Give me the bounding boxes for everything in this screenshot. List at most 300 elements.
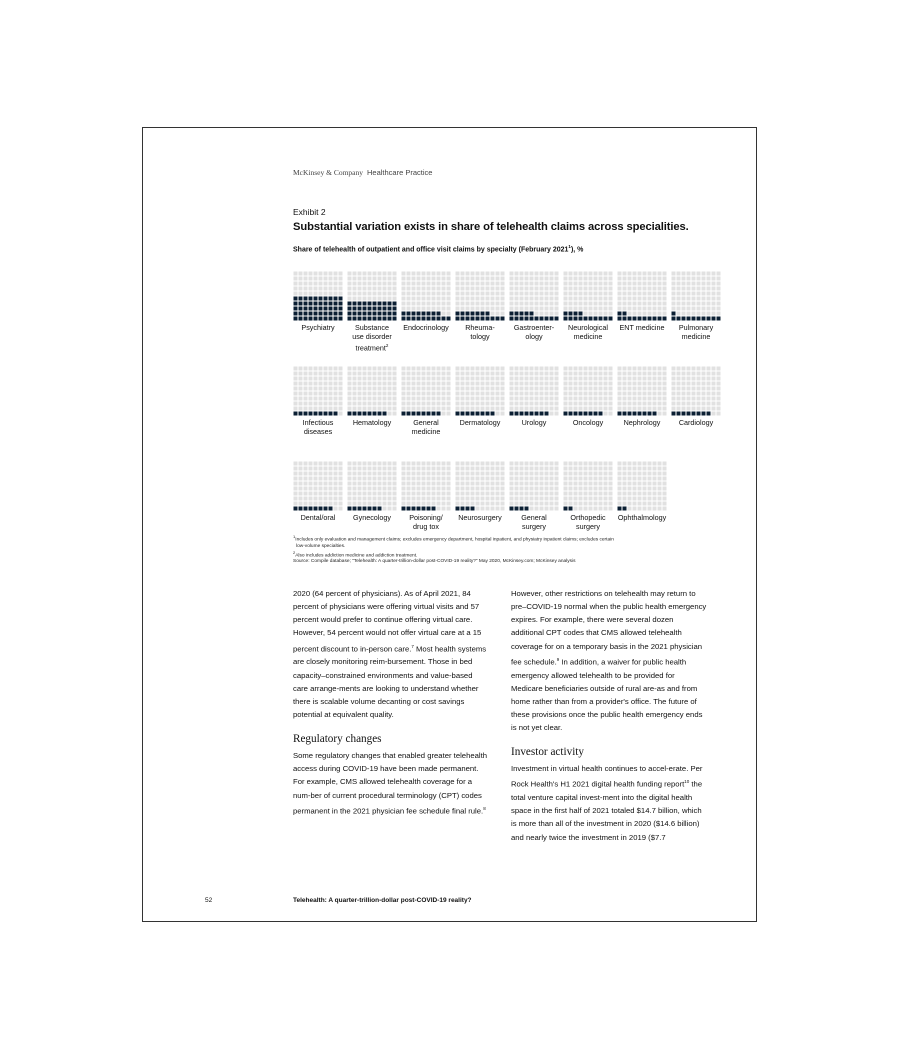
waffle-square-empty [584,392,588,396]
waffle-square-empty [329,492,333,496]
waffle-square-empty [540,397,544,401]
waffle-square-filled [339,312,343,316]
waffle-square-empty [353,287,357,291]
document-page [142,127,757,922]
waffle-square-empty [383,287,387,291]
waffle-square-empty [574,297,578,301]
waffle-square-filled [618,312,622,316]
waffle-square-empty [648,302,652,306]
waffle-square-empty [486,502,490,506]
waffle-square-empty [638,502,642,506]
waffle-square-filled [422,317,426,321]
waffle-square-empty [707,287,711,291]
waffle-square-empty [442,312,446,316]
waffle-square-empty [545,472,549,476]
waffle-square-empty [555,372,559,376]
waffle-square-empty [437,507,441,511]
waffle-square-filled [304,317,308,321]
waffle-square-empty [687,377,691,381]
waffle-square-empty [466,272,470,276]
waffle-square-empty [466,387,470,391]
waffle-square-empty [609,497,613,501]
waffle-square-empty [687,282,691,286]
waffle-square-empty [422,462,426,466]
waffle-square-empty [618,502,622,506]
waffle-square-empty [599,402,603,406]
waffle-square-empty [510,297,514,301]
waffle-square-empty [697,392,701,396]
waffle-square-empty [329,462,333,466]
waffle-square-empty [623,402,627,406]
waffle-square-empty [299,462,303,466]
waffle-square-filled [427,312,431,316]
waffle-square-empty [515,307,519,311]
waffle-square-empty [540,387,544,391]
waffle-square-empty [471,487,475,491]
waffle-square-empty [707,392,711,396]
waffle-grid [293,461,343,511]
waffle-square-empty [353,497,357,501]
paragraph-text: However, other restrictions on telehealth may return to pre–COVID-19 normal when the public health emergency expires. For example, there were several dozen additional CPT codes that CMS allowed telehealth coverage for on a temporary basis in the 2021 physician fee schedule. [511,589,707,667]
waffle-square-empty [717,412,721,416]
waffle-square-filled [618,412,622,416]
waffle-square-empty [653,507,657,511]
waffle-square-empty [707,297,711,301]
waffle-square-empty [383,507,387,511]
waffle-square-empty [555,382,559,386]
waffle-square-empty [609,477,613,481]
waffle-square-filled [422,312,426,316]
waffle-square-empty [319,467,323,471]
waffle-square-empty [609,372,613,376]
waffle-square-empty [540,507,544,511]
waffle-square-empty [329,397,333,401]
waffle-square-empty [378,492,382,496]
waffle-square-empty [579,382,583,386]
waffle-square-empty [393,502,397,506]
waffle-square-empty [697,397,701,401]
waffle-square-empty [422,277,426,281]
exhibit-title: Substantial variation exists in share of telehealth claims across specialities. [293,221,689,233]
waffle-square-empty [545,507,549,511]
waffle-square-empty [672,387,676,391]
waffle-square-empty [555,477,559,481]
waffle-square-empty [422,292,426,296]
waffle-square-empty [334,282,338,286]
waffle-square-empty [540,502,544,506]
waffle-square-empty [520,372,524,376]
waffle-square-empty [294,277,298,281]
waffle-square-empty [456,387,460,391]
waffle-square-empty [653,402,657,406]
waffle-square-empty [643,502,647,506]
waffle-square-filled [574,312,578,316]
waffle-square-empty [363,297,367,301]
waffle-square-empty [378,272,382,276]
waffle-square-empty [368,502,372,506]
waffle-square-empty [535,407,539,411]
waffle-square-empty [677,287,681,291]
waffle-square-empty [672,397,676,401]
waffle-square-empty [353,392,357,396]
waffle-square-empty [427,307,431,311]
waffle-square-empty [422,487,426,491]
waffle-square-filled [525,312,529,316]
waffle-square-empty [422,492,426,496]
waffle-square-empty [496,382,500,386]
waffle-square-empty [525,377,529,381]
waffle-square-empty [481,402,485,406]
waffle-square-empty [471,467,475,471]
waffle-square-filled [378,507,382,511]
category-label: Gynecology [353,513,391,522]
waffle-square-empty [412,382,416,386]
waffle-square-empty [707,387,711,391]
waffle-square-empty [623,372,627,376]
waffle-square-empty [643,402,647,406]
waffle-square-empty [427,467,431,471]
waffle-square-filled [334,312,338,316]
waffle-square-empty [604,392,608,396]
waffle-square-empty [692,307,696,311]
waffle-square-empty [491,472,495,476]
waffle-square-empty [584,387,588,391]
waffle-square-empty [329,387,333,391]
waffle-square-empty [299,482,303,486]
waffle-square-empty [692,392,696,396]
waffle-square-filled [579,412,583,416]
waffle-square-empty [363,397,367,401]
waffle-square-empty [569,497,573,501]
waffle-square-empty [329,487,333,491]
waffle-square-empty [525,397,529,401]
waffle-square-empty [481,277,485,281]
waffle-square-empty [314,387,318,391]
waffle-square-empty [447,367,451,371]
waffle-square-empty [520,502,524,506]
waffle-square-filled [638,317,642,321]
waffle-square-empty [535,277,539,281]
waffle-square-empty [510,467,514,471]
waffle-square-filled [535,317,539,321]
waffle-square-empty [486,272,490,276]
waffle-square-empty [402,372,406,376]
waffle-square-empty [491,487,495,491]
waffle-square-empty [481,502,485,506]
waffle-square-empty [383,392,387,396]
waffle-square-empty [393,272,397,276]
waffle-square-empty [383,277,387,281]
waffle-square-filled [653,412,657,416]
waffle-square-empty [545,287,549,291]
waffle-square-filled [368,412,372,416]
waffle-square-empty [334,287,338,291]
waffle-square-empty [604,387,608,391]
waffle-square-empty [432,497,436,501]
waffle-square-empty [476,397,480,401]
waffle-square-empty [530,472,534,476]
waffle-square-empty [672,282,676,286]
waffle-square-filled [422,507,426,511]
waffle-square-empty [535,367,539,371]
waffle-square-empty [609,492,613,496]
waffle-square-empty [368,467,372,471]
waffle-square-filled [358,302,362,306]
waffle-square-empty [432,492,436,496]
waffle-square-filled [432,412,436,416]
waffle-square-empty [348,292,352,296]
waffle-square-empty [599,312,603,316]
waffle-square-filled [569,507,573,511]
waffle-square-empty [550,307,554,311]
waffle-square-empty [427,392,431,396]
waffle-square-empty [466,382,470,386]
waffle-grid [671,271,721,321]
waffle-square-empty [599,387,603,391]
waffle-square-empty [609,412,613,416]
waffle-square-empty [486,492,490,496]
page-number: 52 [205,897,213,904]
waffle-square-empty [496,272,500,276]
waffle-square-empty [363,472,367,476]
waffle-square-empty [496,307,500,311]
waffle-square-empty [510,492,514,496]
waffle-square-filled [633,412,637,416]
waffle-square-empty [550,492,554,496]
waffle-square-empty [594,402,598,406]
waffle-square-empty [623,492,627,496]
waffle-square-empty [555,402,559,406]
waffle-square-empty [540,482,544,486]
waffle-square-empty [432,487,436,491]
waffle-square-empty [530,407,534,411]
waffle-square-filled [348,412,352,416]
waffle-square-empty [437,482,441,486]
waffle-square-empty [501,412,505,416]
waffle-square-empty [653,367,657,371]
waffle-square-empty [584,397,588,401]
waffle-square-empty [604,282,608,286]
category-label: Ophthalmology [617,513,667,522]
waffle-square-empty [329,407,333,411]
waffle-square-empty [589,377,593,381]
waffle-square-empty [358,497,362,501]
waffle-square-filled [672,412,676,416]
waffle-square-empty [540,407,544,411]
paragraph-text: In addition, a waiver for public health emergency allowed telehealth to be provided for Medicare beneficiaries outside of rural are-as and from home rather than from a provider's office. The future of these provisions once the public health emergency ends is not yet clear. [511,657,703,733]
waffle-square-empty [648,392,652,396]
category-label: Urology [521,418,547,427]
subtitle-sup: 1 [568,244,571,249]
waffle-square-empty [334,462,338,466]
waffle-square-empty [672,372,676,376]
waffle-square-empty [550,402,554,406]
waffle-square-filled [672,312,676,316]
waffle-square-empty [712,397,716,401]
waffle-square-empty [717,372,721,376]
waffle-square-empty [530,507,534,511]
waffle-square-empty [525,292,529,296]
waffle-square-empty [589,502,593,506]
waffle-square-empty [515,287,519,291]
waffle-square-empty [466,502,470,506]
waffle-square-empty [555,407,559,411]
waffle-square-filled [319,317,323,321]
waffle-square-empty [476,507,480,511]
waffle-square-filled [299,507,303,511]
waffle-square-filled [294,302,298,306]
waffle-square-empty [501,287,505,291]
waffle-square-empty [363,287,367,291]
waffle-square-empty [491,407,495,411]
waffle-square-empty [491,297,495,301]
waffle-square-filled [589,412,593,416]
waffle-square-empty [476,297,480,301]
endnote-ref: 7 [411,643,414,649]
waffle-square-empty [555,282,559,286]
waffle-square-filled [363,302,367,306]
waffle-square-empty [609,297,613,301]
waffle-square-empty [417,307,421,311]
waffle-square-empty [486,277,490,281]
waffle-square-empty [412,487,416,491]
waffle-square-empty [348,367,352,371]
waffle-square-empty [417,492,421,496]
waffle-square-empty [422,272,426,276]
waffle-square-empty [486,287,490,291]
waffle-square-empty [348,472,352,476]
waffle-square-empty [363,392,367,396]
waffle-square-filled [456,412,460,416]
waffle-square-empty [378,387,382,391]
waffle-square-filled [417,312,421,316]
waffle-square-empty [658,467,662,471]
waffle-square-empty [447,272,451,276]
waffle-square-empty [525,492,529,496]
waffle-square-empty [501,297,505,301]
waffle-square-filled [353,302,357,306]
waffle-square-empty [461,492,465,496]
waffle-square-empty [422,302,426,306]
waffle-square-empty [407,377,411,381]
waffle-square-empty [388,487,392,491]
waffle-square-empty [579,402,583,406]
waffle-square-empty [353,467,357,471]
waffle-square-empty [525,282,529,286]
waffle-square-empty [378,467,382,471]
waffle-square-empty [520,402,524,406]
waffle-square-empty [417,382,421,386]
waffle-square-empty [412,492,416,496]
waffle-square-empty [618,487,622,491]
waffle-square-filled [427,507,431,511]
waffle-grid [293,271,343,321]
waffle-square-empty [383,282,387,286]
waffle-square-empty [427,487,431,491]
waffle-square-empty [618,277,622,281]
waffle-square-empty [609,367,613,371]
waffle-square-empty [510,392,514,396]
waffle-square-empty [697,302,701,306]
waffle-square-filled [378,307,382,311]
waffle-square-empty [609,282,613,286]
waffle-square-empty [550,312,554,316]
waffle-square-empty [579,467,583,471]
waffle-square-empty [319,477,323,481]
waffle-square-empty [712,387,716,391]
waffle-square-empty [633,307,637,311]
waffle-square-empty [653,382,657,386]
waffle-square-empty [407,282,411,286]
waffle-square-filled [589,317,593,321]
waffle-square-empty [437,282,441,286]
waffle-square-empty [564,497,568,501]
waffle-square-empty [663,477,667,481]
waffle-square-empty [373,287,377,291]
waffle-square-empty [530,297,534,301]
waffle-square-empty [525,307,529,311]
waffle-square-empty [358,272,362,276]
waffle-square-empty [589,482,593,486]
waffle-square-empty [692,302,696,306]
waffle-square-empty [358,377,362,381]
waffle-square-empty [471,402,475,406]
waffle-square-empty [471,292,475,296]
waffle-square-empty [412,302,416,306]
waffle-square-empty [609,482,613,486]
waffle-square-empty [672,377,676,381]
waffle-square-filled [373,302,377,306]
waffle-square-empty [353,387,357,391]
waffle-square-empty [697,372,701,376]
waffle-square-empty [510,407,514,411]
waffle-square-empty [481,387,485,391]
waffle-square-empty [643,367,647,371]
waffle-square-empty [461,397,465,401]
waffle-square-empty [319,367,323,371]
waffle-square-empty [540,272,544,276]
waffle-square-empty [618,392,622,396]
waffle-square-empty [540,382,544,386]
waffle-square-filled [550,317,554,321]
waffle-square-empty [461,372,465,376]
waffle-square-empty [491,272,495,276]
waffle-square-filled [407,412,411,416]
waffle-square-empty [501,482,505,486]
waffle-square-empty [304,282,308,286]
waffle-square-empty [697,297,701,301]
waffle-square-empty [461,502,465,506]
waffle-square-empty [535,502,539,506]
waffle-square-empty [623,297,627,301]
waffle-square-empty [402,492,406,496]
waffle-square-empty [417,297,421,301]
waffle-square-filled [466,317,470,321]
waffle-square-empty [393,492,397,496]
waffle-square-empty [486,372,490,376]
waffle-square-empty [319,492,323,496]
waffle-square-empty [496,397,500,401]
waffle-square-empty [555,462,559,466]
waffle-square-empty [304,377,308,381]
waffle-square-empty [550,487,554,491]
waffle-square-empty [653,482,657,486]
waffle-square-empty [294,502,298,506]
waffle-square-empty [329,287,333,291]
waffle-square-empty [609,302,613,306]
waffle-square-empty [682,312,686,316]
waffle-square-filled [378,312,382,316]
